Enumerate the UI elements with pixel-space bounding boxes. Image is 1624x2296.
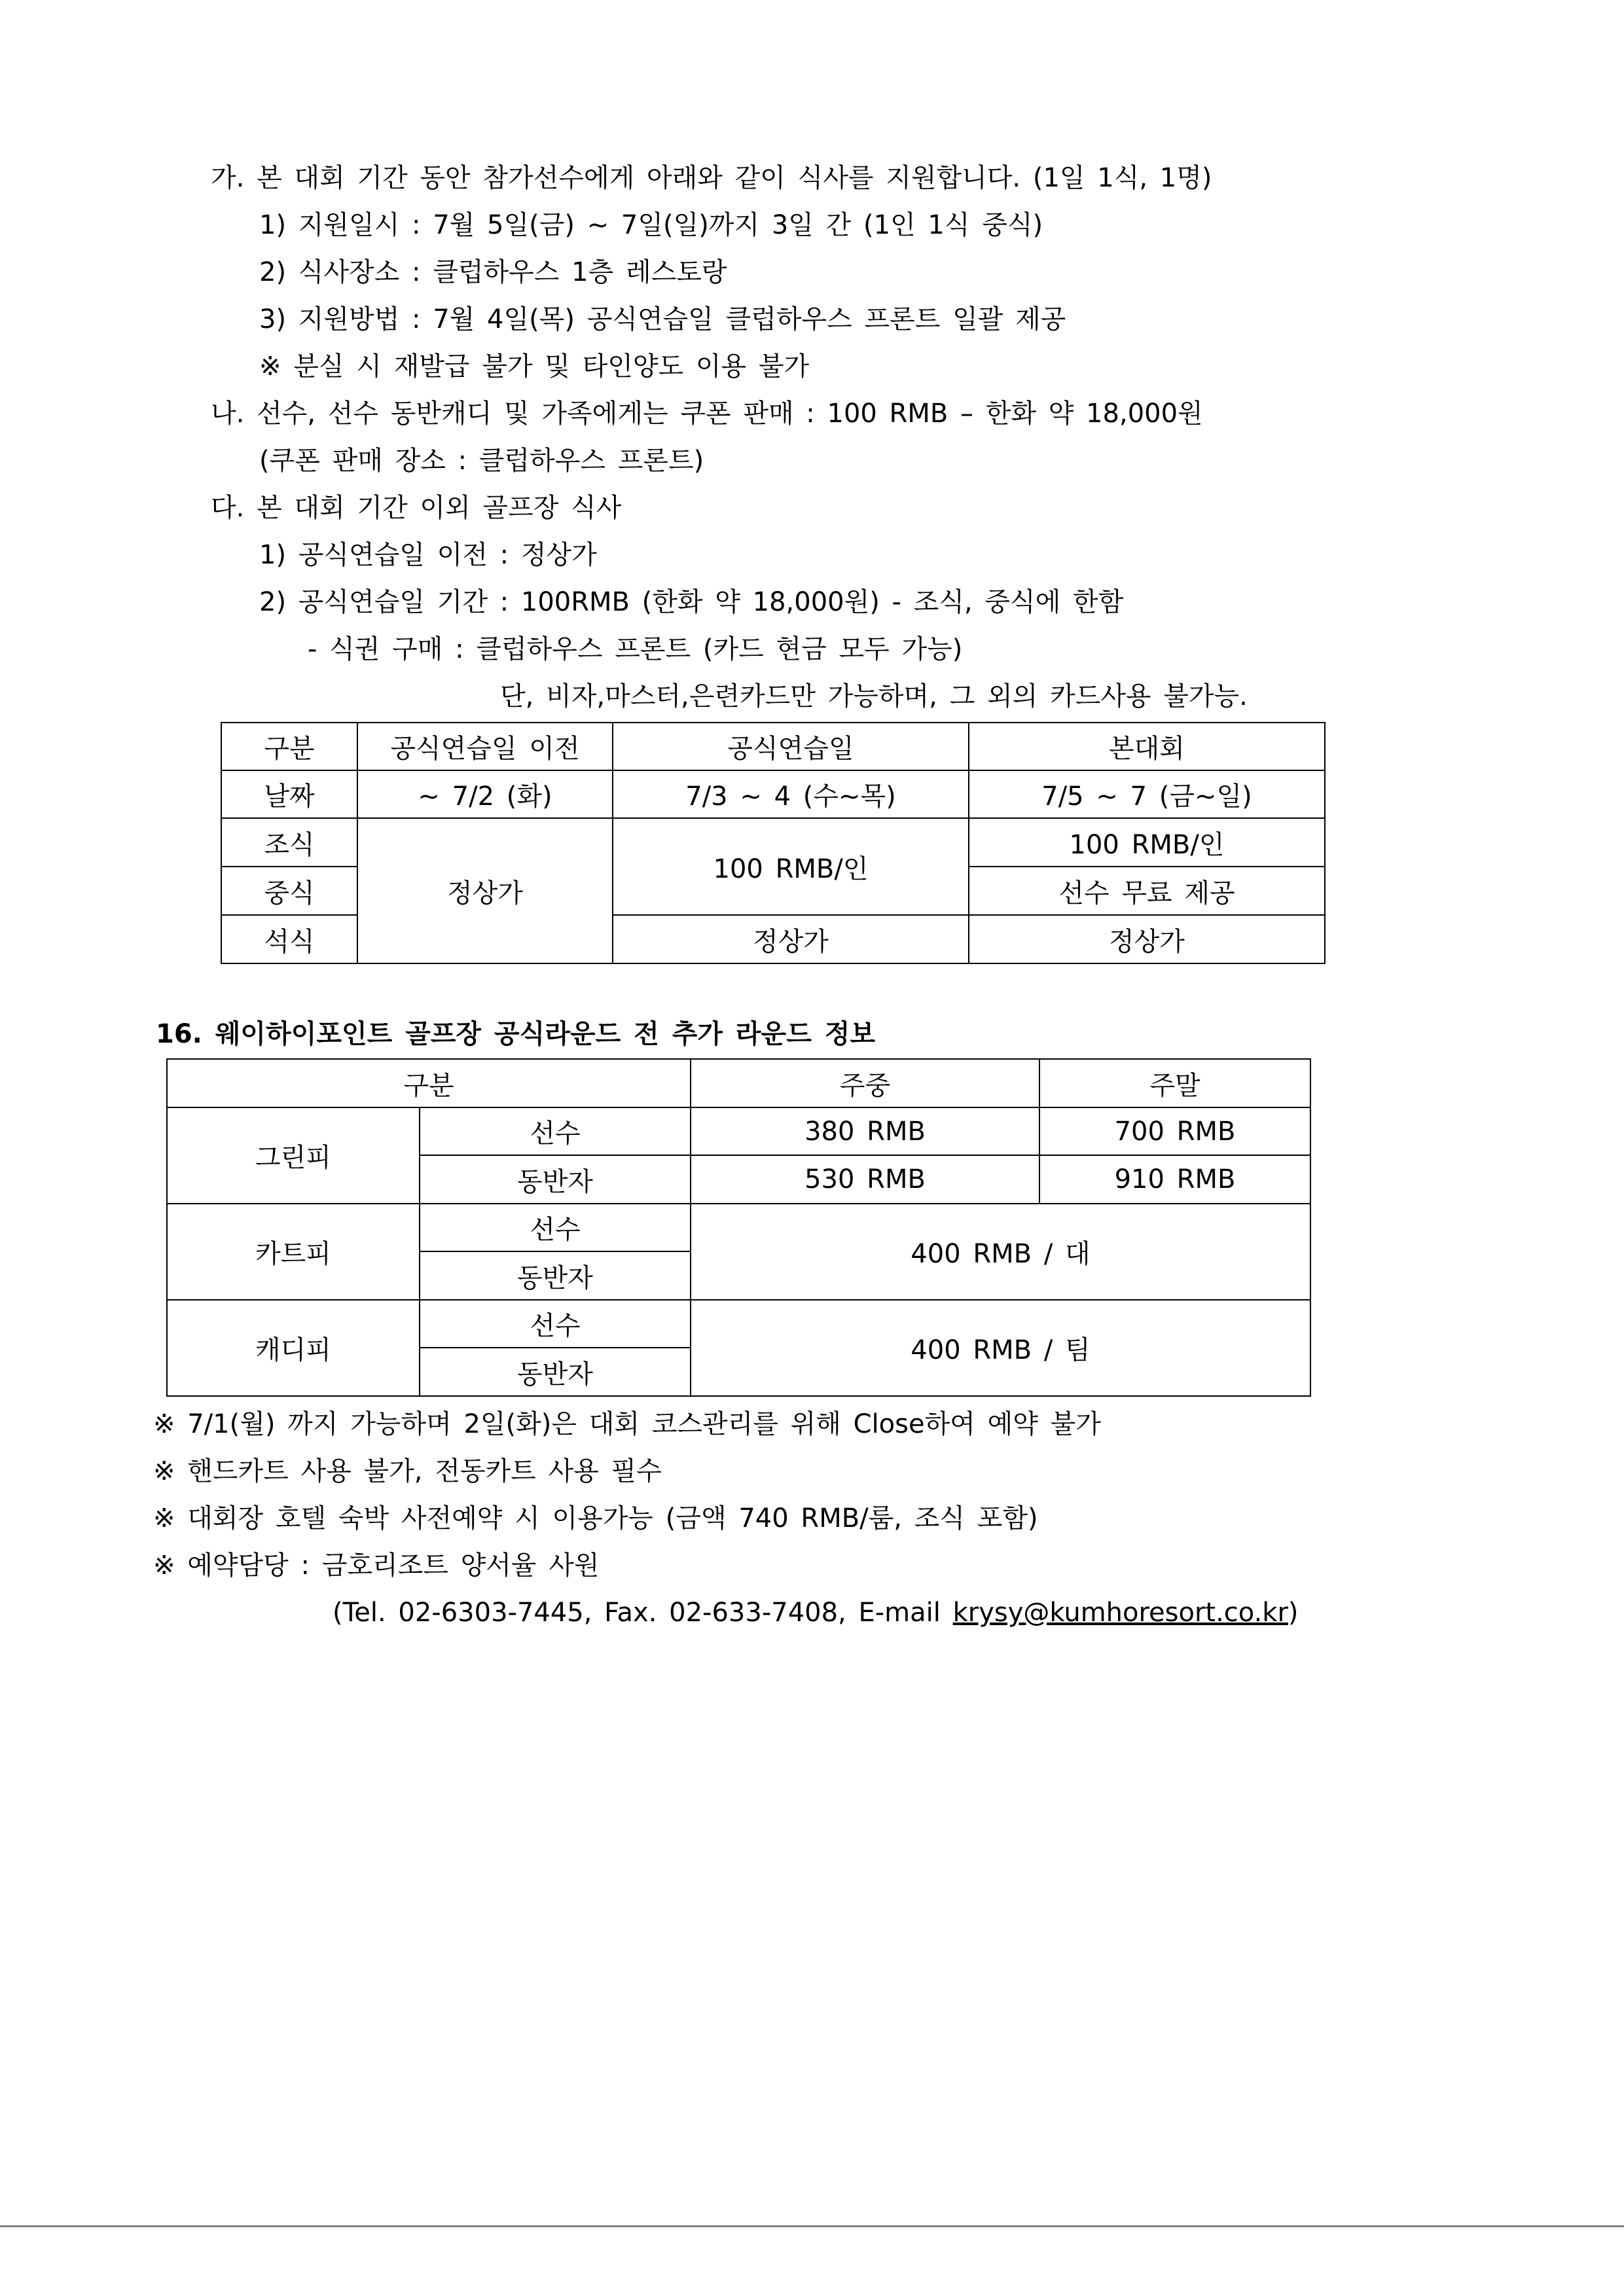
table-row xyxy=(221,723,1325,770)
meals-ga-item-2: 2) 식사장소 : 클럽하우스 1층 레스토랑 xyxy=(259,257,727,287)
caddie-fee-label: 캐디피 xyxy=(167,1300,420,1396)
meals-item-ga: 가. 본 대회 기간 동안 참가선수에게 아래와 같이 식사를 지원합니다. (1일 1식, 1명) xyxy=(211,163,1212,193)
main-dinner-price: 정상가 xyxy=(969,915,1325,963)
round-note-hotel: ※ 대회장 호텔 숙박 사전예약 시 이용가능 (금액 740 RMB/룸, 조식 포함) xyxy=(153,1503,1038,1534)
meals-da-card-condition: 단, 비자,마스터,은련카드만 가능하며, 그 외의 카드사용 불가능. xyxy=(500,681,1248,711)
header-category: 구분 xyxy=(221,723,357,770)
header-main-event: 본대회 xyxy=(969,723,1325,770)
round-note-cart: ※ 핸드카트 사용 불가, 전동카트 사용 필수 xyxy=(153,1456,662,1486)
cart-fee-label: 카트피 xyxy=(167,1204,420,1300)
player-label: 선수 xyxy=(420,1107,691,1155)
table-row xyxy=(167,1107,1310,1155)
contact-email-link[interactable]: krysy@kumhoresort.co.kr xyxy=(952,1598,1288,1628)
contact-close-paren: ) xyxy=(1288,1598,1299,1628)
green-fee-label: 그린피 xyxy=(167,1107,420,1204)
table-row xyxy=(221,770,1325,818)
practice-breakfast-lunch-price: 100 RMB/인 xyxy=(613,818,969,915)
green-player-weekday: 380 RMB xyxy=(691,1107,1039,1155)
practice-dinner-price: 정상가 xyxy=(613,915,969,963)
table-row xyxy=(167,1300,1310,1348)
table-row xyxy=(167,1059,1310,1107)
meal-price-table xyxy=(221,722,1326,964)
date-main-event: 7/5 ~ 7 (금~일) xyxy=(969,770,1325,818)
meals-ga-item-3: 3) 지원방법 : 7월 4일(목) 공식연습일 클럽하우스 프론트 일괄 제공 xyxy=(259,304,1066,334)
contact-phone-fax: (Tel. 02-6303-7445, Fax. 02-633-7408, E-mail xyxy=(333,1598,953,1628)
row-label-date: 날짜 xyxy=(221,770,357,818)
caddie-fee-value: 400 RMB / 팀 xyxy=(691,1300,1310,1396)
header-weekend: 주말 xyxy=(1039,1059,1310,1107)
round-note-close: ※ 7/1(월) 까지 가능하며 2일(화)은 대회 코스관리를 위해 Close하여 예약 불가 xyxy=(153,1409,1101,1439)
green-player-weekend: 700 RMB xyxy=(1039,1107,1310,1155)
header-weekday: 주중 xyxy=(691,1059,1039,1107)
main-lunch-price: 선수 무료 제공 xyxy=(969,867,1325,915)
meals-da-dash-item: - 식권 구매 : 클럽하우스 프론트 (카드 현금 모두 가능) xyxy=(308,634,963,664)
section-16-heading: 16. 웨이하이포인트 골프장 공식라운드 전 추가 라운드 정보 xyxy=(156,1019,876,1049)
row-label-breakfast: 조식 xyxy=(221,818,357,867)
companion-label: 동반자 xyxy=(420,1348,691,1396)
before-practice-price: 정상가 xyxy=(357,818,613,963)
meals-na-sub: (쿠폰 판매 장소 : 클럽하우스 프론트) xyxy=(259,446,704,476)
footer-divider xyxy=(0,2225,1624,2227)
header-practice: 공식연습일 xyxy=(613,723,969,770)
meals-da-item-2: 2) 공식연습일 기간 : 100RMB (한화 약 18,000원) - 조식, 중식에 한함 xyxy=(259,587,1124,617)
date-practice: 7/3 ~ 4 (수~목) xyxy=(613,770,969,818)
player-label: 선수 xyxy=(420,1300,691,1348)
meals-ga-note: ※ 분실 시 재발급 불가 및 타인양도 이용 불가 xyxy=(259,351,810,382)
header-before-practice: 공식연습일 이전 xyxy=(357,723,613,770)
round-fee-table xyxy=(166,1058,1311,1397)
green-companion-weekday: 530 RMB xyxy=(691,1155,1039,1204)
meals-ga-item-1: 1) 지원일시 : 7월 5일(금) ~ 7일(일)까지 3일 간 (1인 1식 중식) xyxy=(259,210,1043,240)
table-row xyxy=(221,818,1325,867)
player-label: 선수 xyxy=(420,1204,691,1251)
meals-item-da: 다. 본 대회 기간 이외 골프장 식사 xyxy=(211,493,622,523)
table-row xyxy=(167,1204,1310,1251)
companion-label: 동반자 xyxy=(420,1251,691,1300)
green-companion-weekend: 910 RMB xyxy=(1039,1155,1310,1204)
meals-da-item-1: 1) 공식연습일 이전 : 정상가 xyxy=(259,540,597,570)
contact-details xyxy=(333,1594,1299,1631)
date-before-practice: ~ 7/2 (화) xyxy=(357,770,613,818)
cart-fee-value: 400 RMB / 대 xyxy=(691,1204,1310,1300)
round-note-contact-person: ※ 예약담당 : 금호리조트 양서율 사원 xyxy=(153,1551,600,1581)
row-label-lunch: 중식 xyxy=(221,867,357,915)
meals-item-na: 나. 선수, 선수 동반캐디 및 가족에게는 쿠폰 판매 : 100 RMB – 한화 약 18,000원 xyxy=(211,399,1203,429)
row-label-dinner: 석식 xyxy=(221,915,357,963)
header-category: 구분 xyxy=(167,1059,691,1107)
companion-label: 동반자 xyxy=(420,1155,691,1204)
main-breakfast-price: 100 RMB/인 xyxy=(969,818,1325,867)
